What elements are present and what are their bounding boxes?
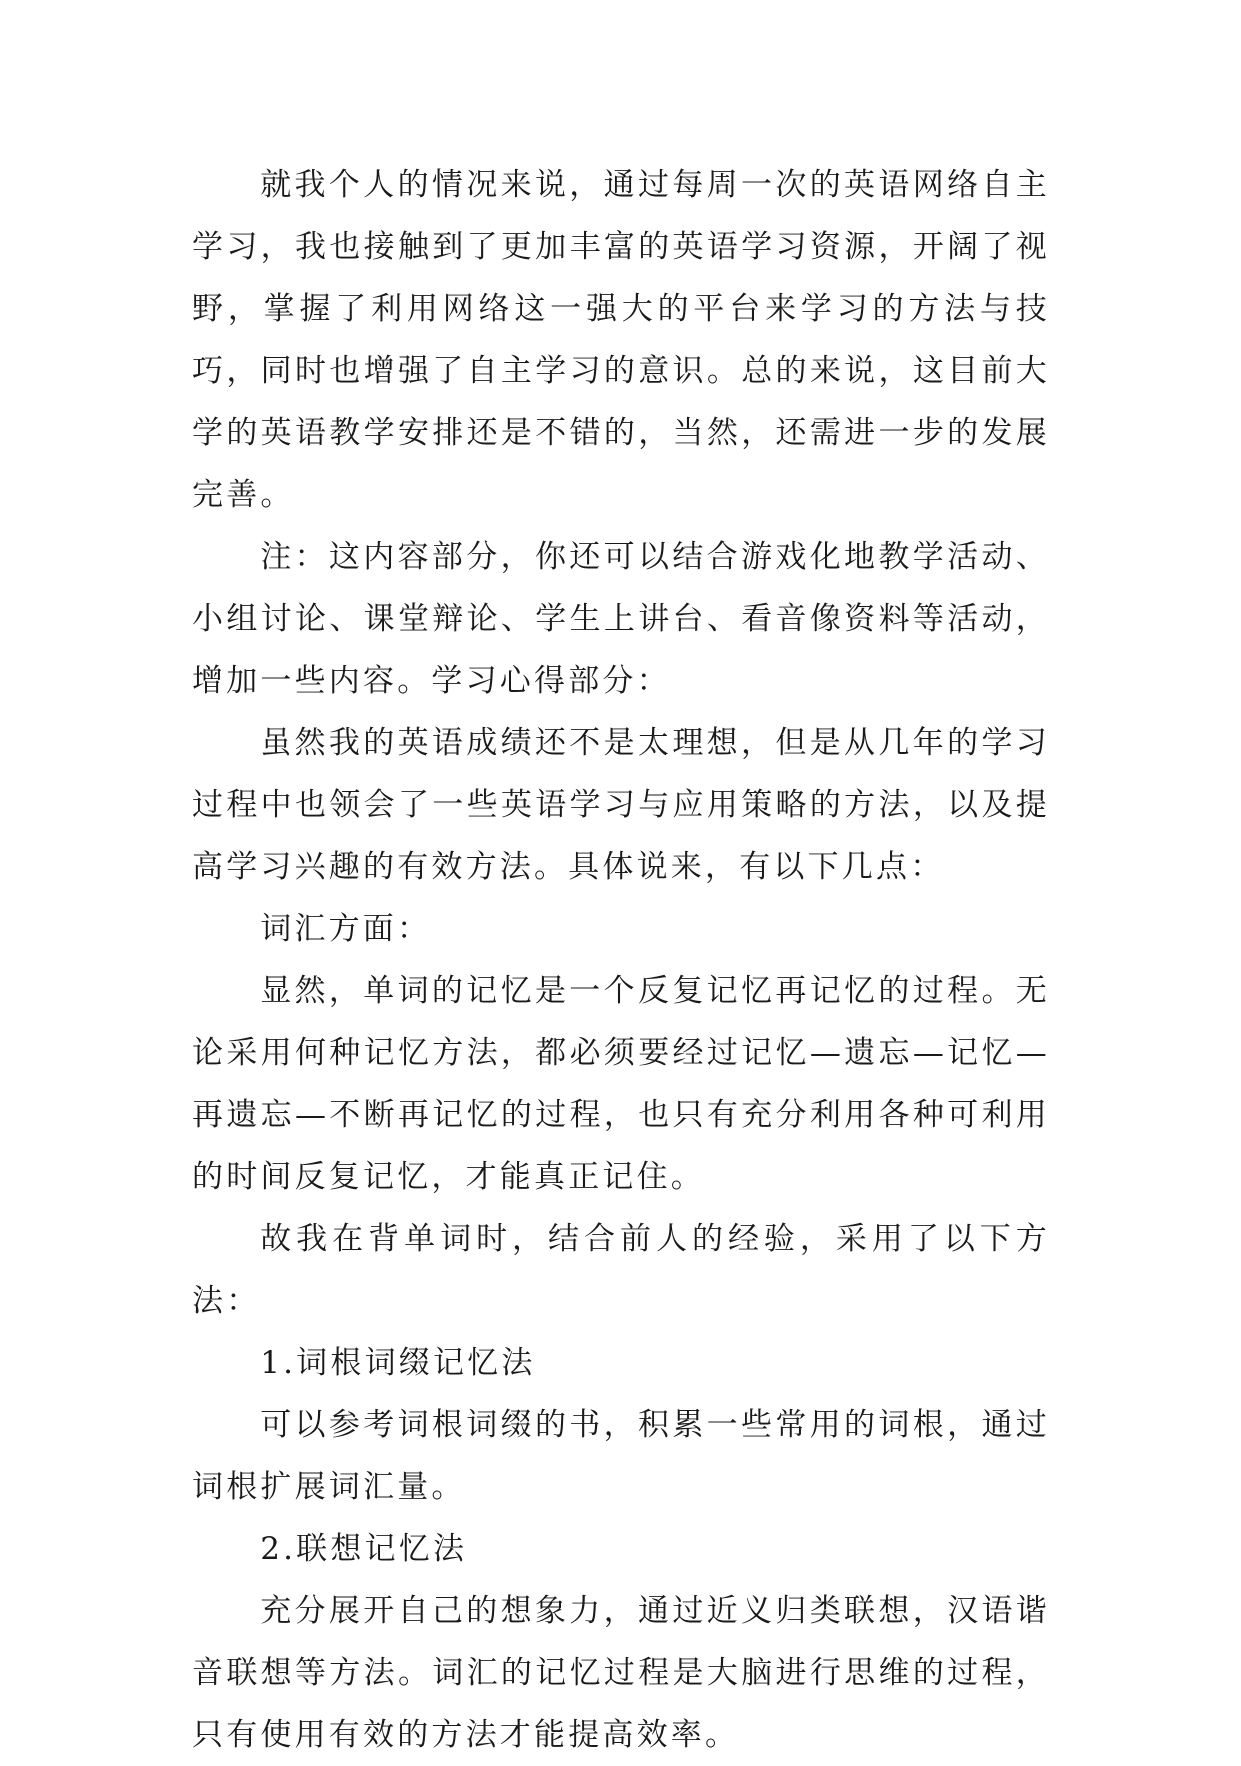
paragraph-method-1-body: 可以参考词根词缀的书，积累一些常用的词根，通过词根扩展词汇量。 <box>192 1407 1050 1505</box>
paragraph-learning-insights: 虽然我的英语成绩还不是太理想，但是从几年的学习过程中也领会了一些英语学习与应用策略的方法，以及提高学习兴趣的有效方法。具体说来，有以下几点： <box>192 725 1050 885</box>
paragraph-method-1-title: 1.词根词缀记忆法 <box>260 1345 536 1381</box>
paragraph-methods-intro: 故我在背单词时，结合前人的经验，采用了以下方法： <box>192 1221 1050 1319</box>
paragraph-method-2-title: 2.联想记忆法 <box>260 1531 468 1567</box>
paragraph-vocabulary-heading: 词汇方面： <box>260 911 432 947</box>
paragraph-memory-process: 显然，单词的记忆是一个反复记忆再记忆的过程。无论采用何种记忆方法，都必须要经过记忆—遗忘—记忆—再遗忘—不断再记忆的过程，也只有充分利用各种可利用的时间反复记忆，才能真正记住。 <box>192 973 1050 1195</box>
document-body <box>192 154 1050 1766</box>
paragraph-personal-experience: 就我个人的情况来说，通过每周一次的英语网络自主学习，我也接触到了更加丰富的英语学习资源，开阔了视野，掌握了利用网络这一强大的平台来学习的方法与技巧，同时也增强了自主学习的意识。总的来说，这目前大学的英语教学安排还是不错的，当然，还需进一步的发展完善。 <box>192 167 1050 513</box>
paragraph-method-2-body: 充分展开自己的想象力，通过近义归类联想，汉语谐音联想等方法。词汇的记忆过程是大脑进行思维的过程，只有使用有效的方法才能提高效率。 <box>192 1593 1050 1753</box>
paragraph-note: 注：这内容部分，你还可以结合游戏化地教学活动、小组讨论、课堂辩论、学生上讲台、看音像资料等活动，增加一些内容。学习心得部分： <box>192 539 1050 699</box>
